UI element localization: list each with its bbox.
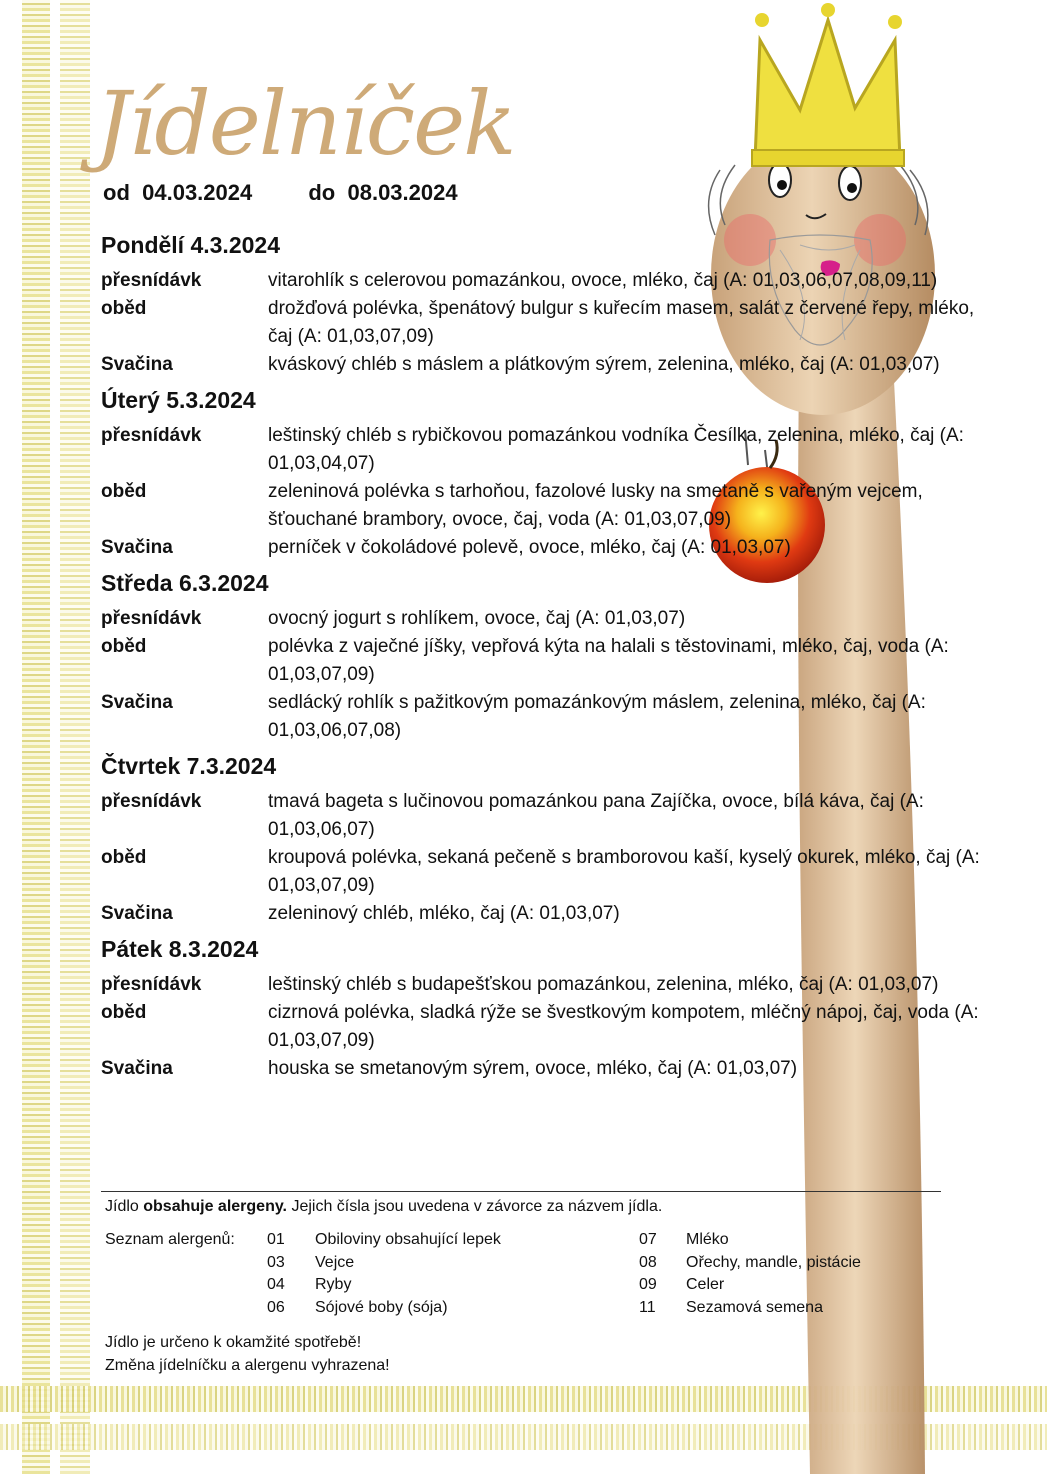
date-from: 04.03.2024	[142, 180, 253, 205]
allergen-note	[101, 1197, 941, 1217]
allergen-codes-left	[267, 1229, 285, 1319]
meal-text: perníček v čokoládové polevě, ovoce, mléko, čaj (A: 01,03,07)	[268, 537, 791, 558]
meal-text: polévka z vaječné jíšky, vepřová kýta na halali s těstovinami, mléko, čaj, voda (A: 01,03,07,09)	[268, 636, 949, 685]
allergen-name: Sójové boby (sója)	[315, 1298, 448, 1316]
meal-row	[101, 295, 1001, 351]
day-heading: Pondělí 4.3.2024	[101, 232, 280, 258]
meal-text: leštinský chléb s budapešťskou pomazánkou, zelenina, mléko, čaj (A: 01,03,07)	[268, 974, 939, 995]
meal-label: oběd	[101, 481, 147, 502]
allergen-code: 04	[267, 1276, 285, 1293]
meal-label: oběd	[101, 847, 147, 868]
day-heading: Středa 6.3.2024	[101, 570, 269, 596]
meal-row	[101, 971, 1001, 999]
meal-row	[101, 900, 1001, 928]
meal-row	[101, 267, 1001, 295]
meal-text: sedlácký rohlík s pažitkovým pomazánkovým máslem, zelenina, mléko, čaj (A: 01,03,06,07,08)	[268, 692, 926, 741]
meal-text: kváskový chléb s máslem a plátkovým sýrem, zelenina, mléko, čaj (A: 01,03,07)	[268, 354, 940, 375]
page-title: Jídelníček	[95, 72, 515, 175]
date-from-label: od	[103, 180, 130, 205]
meal-label: oběd	[101, 636, 147, 657]
meal-row	[101, 633, 1001, 689]
meal-label: přesnídávk	[101, 974, 202, 995]
meal-text: zeleninová polévka s tarhoňou, fazolové lusky na smetaně s vařeným vejcem, šťouchané brambory, ovoce, čaj, voda (A: 01,03,07,09)	[268, 481, 923, 530]
meal-label: Svačina	[101, 903, 173, 924]
burlap-border-left	[22, 0, 50, 1474]
day-heading: Pátek 8.3.2024	[101, 936, 259, 962]
meal-row	[101, 478, 1001, 534]
allergen-list	[101, 1229, 941, 1323]
burlap-border-left-inner	[60, 0, 90, 1474]
meal-label: přesnídávk	[101, 791, 202, 812]
footer	[101, 1191, 941, 1377]
meal-row	[101, 1055, 1001, 1083]
meal-label: Svačina	[101, 1058, 173, 1079]
allergen-name: Vejce	[315, 1253, 355, 1271]
closing-note-consumption: Jídlo je určeno k okamžité spotřebě!	[105, 1334, 362, 1351]
day-tuesday	[101, 387, 1001, 562]
day-wednesday	[101, 570, 1001, 745]
meal-text: houska se smetanovým sýrem, ovoce, mléko, čaj (A: 01,03,07)	[268, 1058, 798, 1079]
allergen-name: Celer	[686, 1276, 725, 1293]
meal-label: přesnídávk	[101, 608, 202, 629]
closing-note-changes: Změna jídelníčku a alergenu vyhrazena!	[105, 1357, 390, 1374]
allergen-names-left	[315, 1229, 501, 1319]
date-to: 08.03.2024	[347, 180, 458, 205]
day-monday	[101, 232, 1001, 379]
date-range	[103, 180, 458, 206]
allergen-name: Obiloviny obsahující lepek	[315, 1231, 501, 1248]
meal-text: zeleninový chléb, mléko, čaj (A: 01,03,07)	[268, 903, 620, 924]
allergen-list-title: Seznam alergenů:	[105, 1231, 235, 1248]
closing-notes	[101, 1331, 941, 1377]
meal-label: Svačina	[101, 537, 173, 558]
allergen-code: 03	[267, 1253, 285, 1271]
meal-text: ovocný jogurt s rohlíkem, ovoce, čaj (A: 01,03,07)	[268, 608, 686, 629]
meal-text: cizrnová polévka, sladká rýže se švestkovým kompotem, mléčný nápoj, čaj, voda (A: 01,03,07,09)	[268, 1002, 979, 1051]
allergen-code: 08	[639, 1253, 657, 1271]
allergen-code: 09	[639, 1276, 657, 1293]
meal-row	[101, 844, 1001, 900]
meal-row	[101, 605, 1001, 633]
footer-divider	[101, 1191, 941, 1192]
meal-label: oběd	[101, 298, 147, 319]
meal-row	[101, 534, 1001, 562]
meal-row	[101, 788, 1001, 844]
meal-label: přesnídávk	[101, 425, 202, 446]
allergen-code: 11	[639, 1298, 656, 1316]
note-suffix: Jejich čísla jsou uvedena v závorce za názvem jídla.	[287, 1198, 663, 1215]
meal-label: Svačina	[101, 354, 173, 375]
meal-text: kroupová polévka, sekaná pečeně s bramborovou kaší, kyselý okurek, mléko, čaj (A: 01,03,07,09)	[268, 847, 980, 896]
allergen-name: Mléko	[686, 1231, 729, 1248]
allergen-name: Ořechy, mandle, pistácie	[686, 1253, 861, 1271]
allergen-code: 06	[267, 1298, 285, 1316]
allergen-name: Ryby	[315, 1276, 352, 1293]
meal-label: Svačina	[101, 692, 173, 713]
allergen-code: 01	[267, 1231, 285, 1248]
meal-row	[101, 351, 1001, 379]
meal-text: leštinský chléb s rybičkovou pomazánkou vodníka Česílka, zelenina, mléko, čaj (A: 01,03,04,07)	[268, 425, 964, 474]
allergen-code: 07	[639, 1231, 657, 1248]
day-thursday	[101, 753, 1001, 928]
meal-text: drožďová polévka, špenátový bulgur s kuřecím masem, salát z červené řepy, mléko, čaj (A: 01,03,07,09)	[268, 298, 975, 347]
meal-label: přesnídávk	[101, 270, 202, 291]
date-to-label: do	[308, 180, 336, 205]
day-heading: Čtvrtek 7.3.2024	[101, 753, 277, 779]
day-friday	[101, 936, 1001, 1083]
day-heading: Úterý 5.3.2024	[101, 387, 256, 413]
meal-text: tmavá bageta s lučinovou pomazánkou pana Zajíčka, ovoce, bílá káva, čaj (A: 01,03,06,07)	[268, 791, 924, 840]
allergen-codes-right	[639, 1229, 657, 1319]
note-bold: obsahuje alergeny.	[143, 1198, 287, 1215]
meal-row	[101, 422, 1001, 478]
meal-label: oběd	[101, 1002, 147, 1023]
note-prefix: Jídlo	[105, 1198, 144, 1215]
allergen-names-right	[686, 1229, 861, 1319]
meal-row	[101, 999, 1001, 1055]
meal-row	[101, 689, 1001, 745]
allergen-name: Sezamová semena	[686, 1298, 823, 1316]
menu-content	[101, 232, 1001, 1091]
meal-text: vitarohlík s celerovou pomazánkou, ovoce, mléko, čaj (A: 01,03,06,07,08,09,11)	[268, 270, 938, 291]
